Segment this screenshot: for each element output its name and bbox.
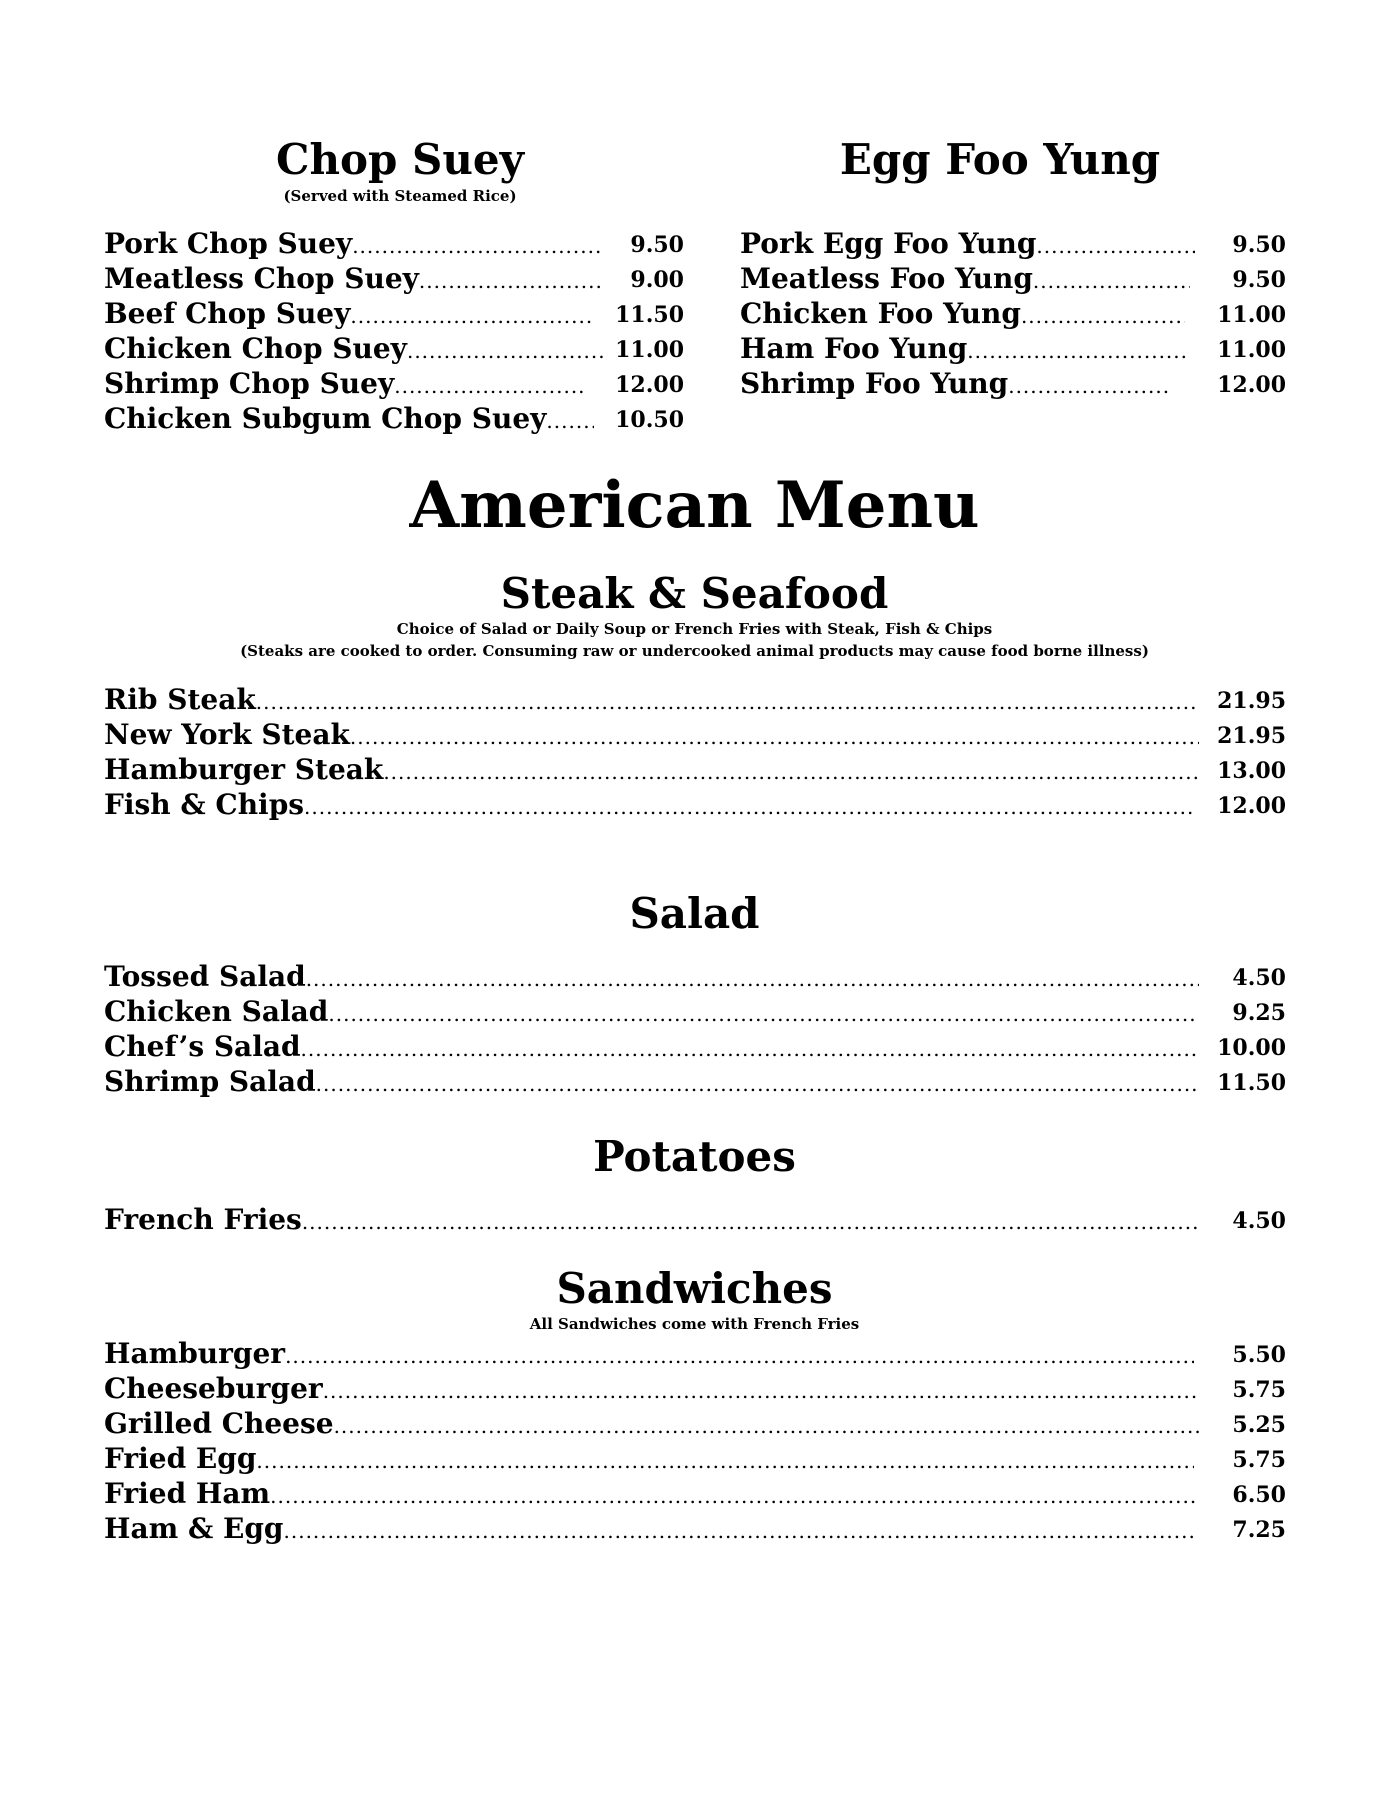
steak-seafood-heading: Steak & Seafood [500, 569, 889, 618]
item-name: Rib Steak [104, 683, 256, 716]
item-price: 12.00 [1217, 793, 1286, 819]
item-name: Fried Egg [104, 1442, 257, 1475]
dot-leader [328, 1002, 1194, 1026]
item-name: French Fries [104, 1203, 302, 1236]
item-price: 13.00 [1217, 758, 1286, 784]
item-price: 21.95 [1217, 688, 1286, 714]
item-name: Fried Ham [104, 1477, 271, 1510]
item-name: New York Steak [104, 718, 350, 751]
item-price: 11.00 [1217, 302, 1286, 328]
item-name: Chicken Chop Suey [104, 332, 407, 365]
item-name: Beef Chop Suey [104, 297, 351, 330]
item-name: Fish & Chips [104, 788, 305, 821]
dot-leader [419, 269, 604, 293]
item-name: Pork Egg Foo Yung [740, 227, 1037, 260]
item-name: Grilled Cheese [104, 1407, 334, 1440]
list-item [104, 1337, 1194, 1373]
list-item [104, 1065, 1199, 1101]
salad-heading: Salad [629, 889, 760, 938]
item-name: Ham & Egg [104, 1512, 284, 1545]
item-name: Shrimp Salad [104, 1065, 316, 1098]
dot-leader [394, 374, 584, 398]
list-item [104, 1512, 1194, 1548]
dot-leader [1033, 269, 1190, 293]
item-name: Chicken Subgum Chop Suey [104, 402, 547, 435]
item-price: 4.50 [1232, 1208, 1286, 1234]
dot-leader [967, 339, 1188, 363]
list-item [104, 718, 1199, 754]
item-name: Chicken Salad [104, 995, 329, 1028]
sandwiches-note: All Sandwiches come with French Fries [529, 1315, 860, 1333]
list-item [104, 753, 1199, 789]
dot-leader [256, 690, 1199, 714]
item-name: Chef’s Salad [104, 1030, 301, 1063]
dot-leader [546, 409, 594, 433]
list-item [104, 1203, 1199, 1239]
item-price: 9.25 [1232, 1000, 1286, 1026]
steak-seafood-note: Choice of Salad or Daily Soup or French Fries with Steak, Fish & Chips [396, 620, 993, 638]
list-item [104, 1477, 1199, 1513]
dot-leader [350, 725, 1199, 749]
list-item [104, 1407, 1199, 1443]
item-price: 11.00 [1217, 337, 1286, 363]
item-price: 9.50 [1232, 267, 1286, 293]
dot-leader [407, 339, 604, 363]
item-price: 11.00 [615, 337, 684, 363]
item-name: Tossed Salad [104, 960, 306, 993]
dot-leader [352, 234, 604, 258]
item-price: 9.50 [1232, 232, 1286, 258]
item-name: Shrimp Chop Suey [104, 367, 395, 400]
list-item [104, 297, 594, 333]
item-price: 5.25 [1232, 1412, 1286, 1438]
dot-leader [316, 1072, 1199, 1096]
item-name: Meatless Chop Suey [104, 262, 419, 295]
item-price: 10.00 [1217, 1035, 1286, 1061]
egg-foo-yung-heading: Egg Foo Yung [839, 135, 1161, 184]
steak-seafood-disclaimer: (Steaks are cooked to order. Consuming raw or undercooked animal products may cause food borne illness) [240, 642, 1149, 660]
item-price: 5.50 [1232, 1342, 1286, 1368]
item-price: 11.50 [615, 302, 684, 328]
item-name: Cheeseburger [104, 1372, 323, 1405]
dot-leader [1036, 234, 1195, 258]
item-price: 21.95 [1217, 723, 1286, 749]
dot-leader [1008, 374, 1172, 398]
item-name: Shrimp Foo Yung [740, 367, 1009, 400]
dot-leader [334, 1414, 1199, 1438]
item-name: Meatless Foo Yung [740, 262, 1033, 295]
item-price: 5.75 [1232, 1377, 1286, 1403]
dot-leader [323, 1379, 1199, 1403]
potatoes-heading: Potatoes [593, 1132, 796, 1181]
list-item [104, 1372, 1199, 1408]
item-name: Hamburger [104, 1337, 286, 1370]
list-item [740, 332, 1188, 368]
list-item [104, 227, 604, 263]
item-name: Hamburger Steak [104, 753, 384, 786]
list-item [104, 1442, 1194, 1478]
item-price: 9.00 [630, 267, 684, 293]
item-price: 5.75 [1232, 1447, 1286, 1473]
list-item [104, 262, 604, 298]
item-price: 4.50 [1232, 965, 1286, 991]
list-item [740, 367, 1172, 403]
list-item [104, 960, 1199, 996]
dot-leader [285, 1344, 1194, 1368]
list-item [104, 367, 584, 403]
sandwiches-heading: Sandwiches [556, 1264, 833, 1313]
item-price: 6.50 [1232, 1482, 1286, 1508]
item-price: 12.00 [1217, 372, 1286, 398]
list-item [104, 402, 594, 438]
dot-leader [1021, 304, 1185, 328]
item-price: 9.50 [630, 232, 684, 258]
dot-leader [301, 1037, 1199, 1061]
list-item [104, 788, 1194, 824]
item-name: Chicken Foo Yung [740, 297, 1021, 330]
item-price: 11.50 [1217, 1070, 1286, 1096]
list-item [104, 683, 1199, 719]
dot-leader [284, 1519, 1195, 1543]
list-item [104, 1030, 1199, 1066]
dot-leader [270, 1484, 1199, 1508]
dot-leader [383, 760, 1199, 784]
list-item [740, 227, 1195, 263]
list-item [740, 262, 1190, 298]
list-item [104, 332, 604, 368]
item-name: Pork Chop Suey [104, 227, 353, 260]
dot-leader [306, 967, 1199, 991]
list-item [740, 297, 1185, 333]
item-price: 7.25 [1232, 1517, 1286, 1543]
list-item [104, 995, 1194, 1031]
item-price: 10.50 [615, 407, 684, 433]
dot-leader [256, 1449, 1194, 1473]
item-name: Ham Foo Yung [740, 332, 968, 365]
dot-leader [304, 795, 1194, 819]
page-title: American Menu [409, 468, 980, 543]
chop-suey-note: (Served with Steamed Rice) [283, 187, 517, 205]
dot-leader [302, 1210, 1199, 1234]
dot-leader [350, 304, 594, 328]
item-price: 12.00 [615, 372, 684, 398]
chop-suey-heading: Chop Suey [276, 135, 524, 184]
